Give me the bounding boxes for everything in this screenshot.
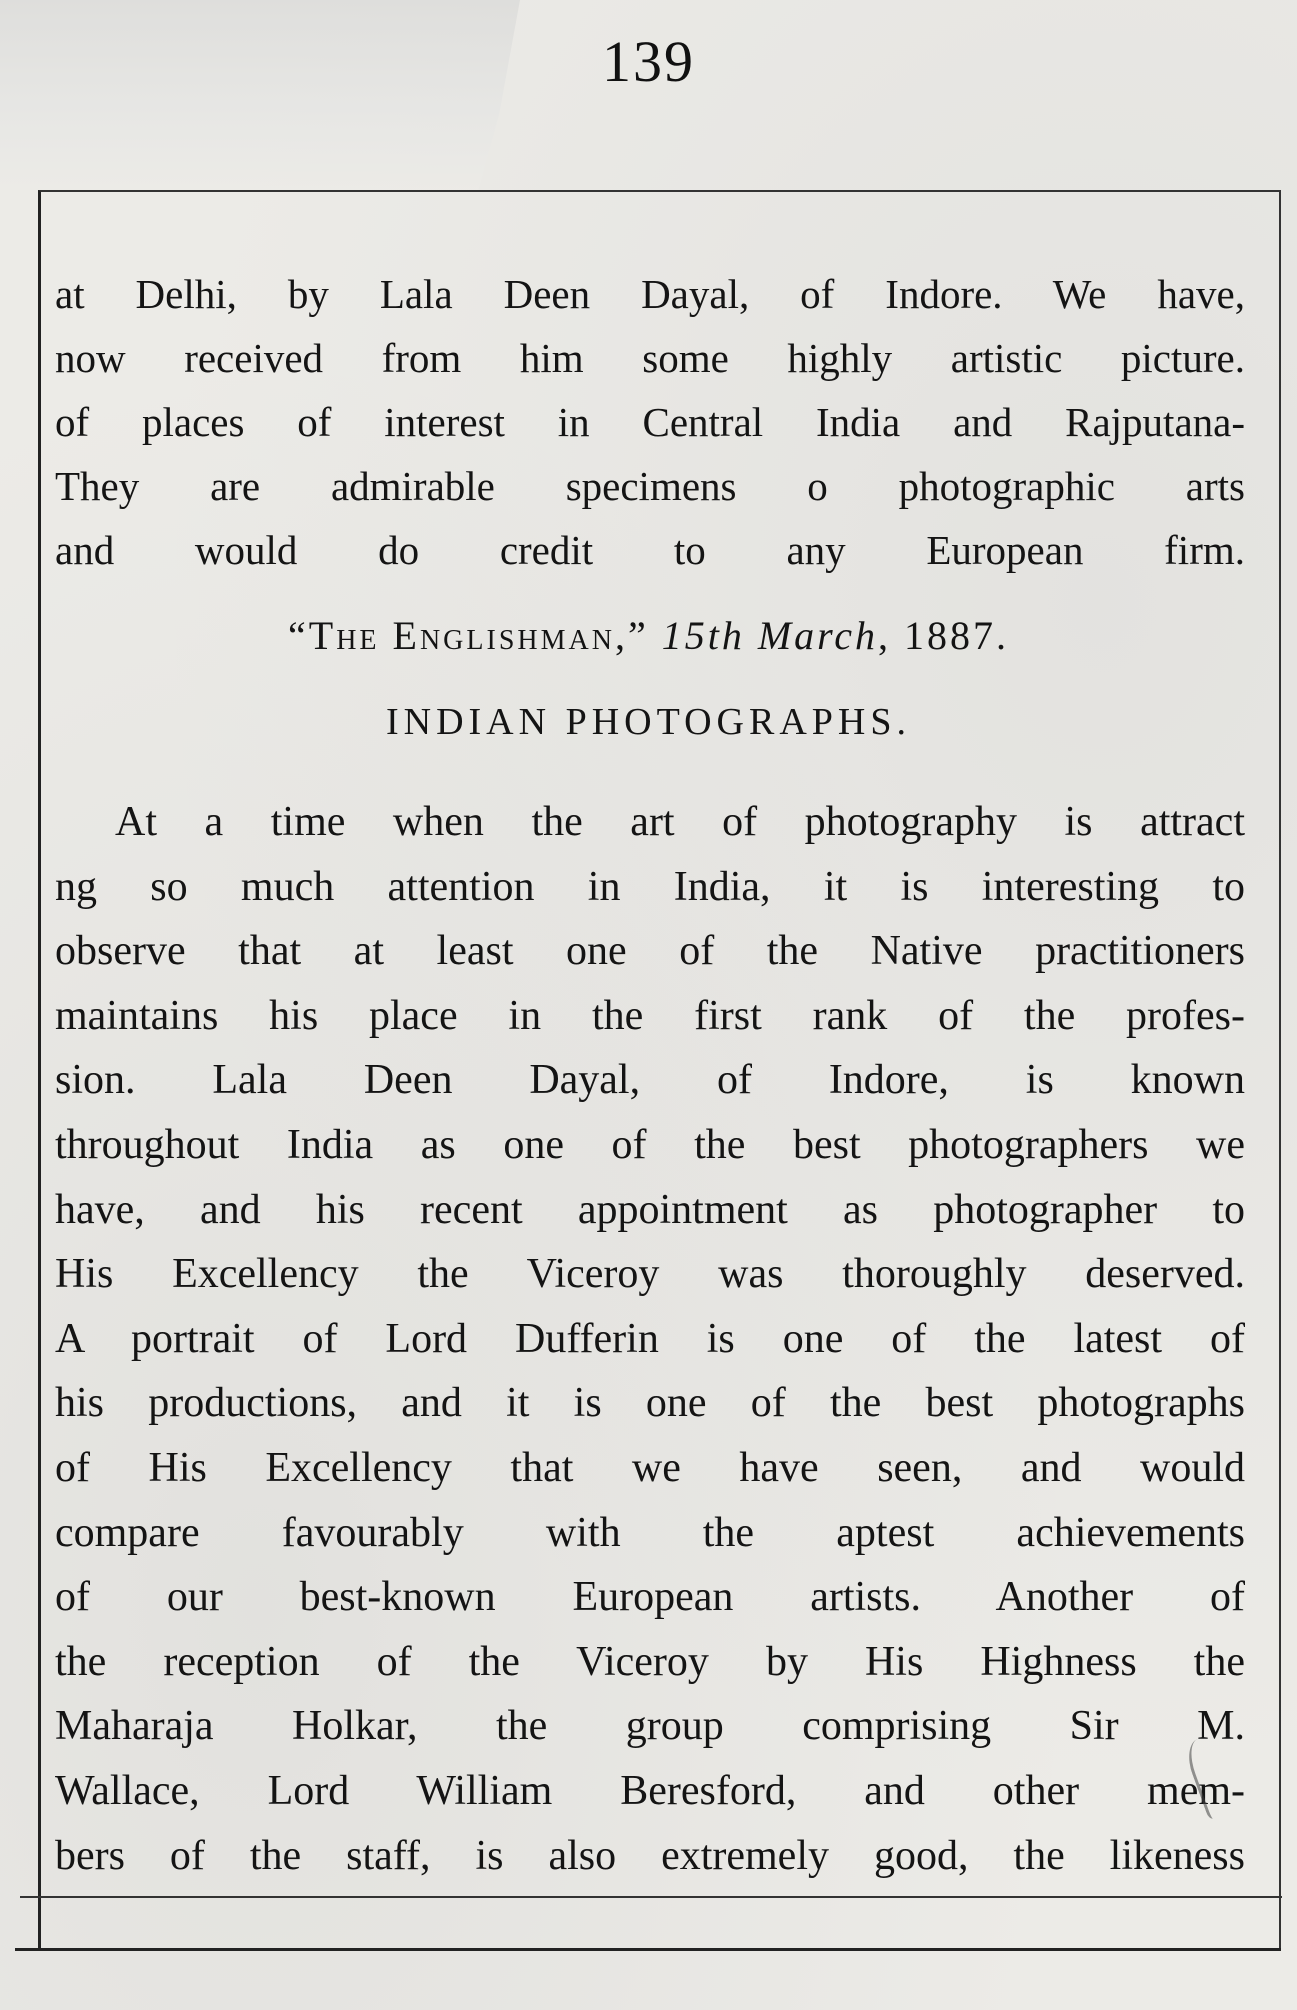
publication-year: , 1887.: [877, 613, 1009, 658]
page-number: 139: [602, 29, 695, 94]
article-line: At a time when the art of photography is attract: [115, 799, 1245, 845]
article-line: Wallace, Lord William Beresford, and other mem-: [55, 1767, 1245, 1814]
frame-rule-inner: [20, 1896, 1282, 1898]
article-line: have, and his recent appointment as photographer to: [55, 1186, 1245, 1233]
publication-name: “The Englishman,”: [288, 613, 649, 658]
article-line: ng so much attention in India, it is interesting to: [55, 863, 1245, 910]
article-line: sion. Lala Deen Dayal, of Indore, is known: [55, 1057, 1245, 1104]
article-line: bers of the staff, is also extremely good, the likeness: [55, 1832, 1245, 1879]
article-body: [55, 790, 1245, 1888]
paragraph-line: at Delhi, by Lala Deen Dayal, of Indore. We have,: [55, 271, 1245, 317]
paragraph-line: They are admirable specimens o photographic arts: [55, 463, 1245, 509]
article-line: the reception of the Viceroy by His Highness the: [55, 1638, 1245, 1685]
article-line: compare favourably with the aptest achievements: [55, 1509, 1245, 1556]
article-line: Maharaja Holkar, the group comprising Sir M.: [55, 1703, 1245, 1750]
article-line: of our best-known European artists. Another of: [55, 1574, 1245, 1621]
paragraph-line: now received from him some highly artistic picture.: [55, 335, 1245, 381]
publication-date: 15th March: [661, 613, 878, 658]
article-line: his productions, and it is one of the best photographs: [55, 1380, 1245, 1427]
article-line: throughout India as one of the best photographers we: [55, 1121, 1245, 1168]
previous-article-paragraph: [55, 262, 1245, 582]
frame-rule-outer: [15, 1948, 1281, 1951]
paragraph-line: and would do credit to any European firm.: [55, 527, 1245, 573]
source-caption: [0, 612, 1297, 659]
article-headline: INDIAN PHOTOGRAPHS.: [385, 701, 911, 743]
article-line: A portrait of Lord Dufferin is one of the latest of: [55, 1315, 1245, 1362]
article-line: of His Excellency that we have seen, and would: [55, 1444, 1245, 1491]
article-line: observe that at least one of the Native practitioners: [55, 928, 1245, 975]
paragraph-line: of places of interest in Central India and Rajputana-: [55, 399, 1245, 445]
article-line: His Excellency the Viceroy was thoroughly deserved.: [55, 1251, 1245, 1298]
article-line: maintains his place in the first rank of the profes-: [55, 992, 1245, 1039]
